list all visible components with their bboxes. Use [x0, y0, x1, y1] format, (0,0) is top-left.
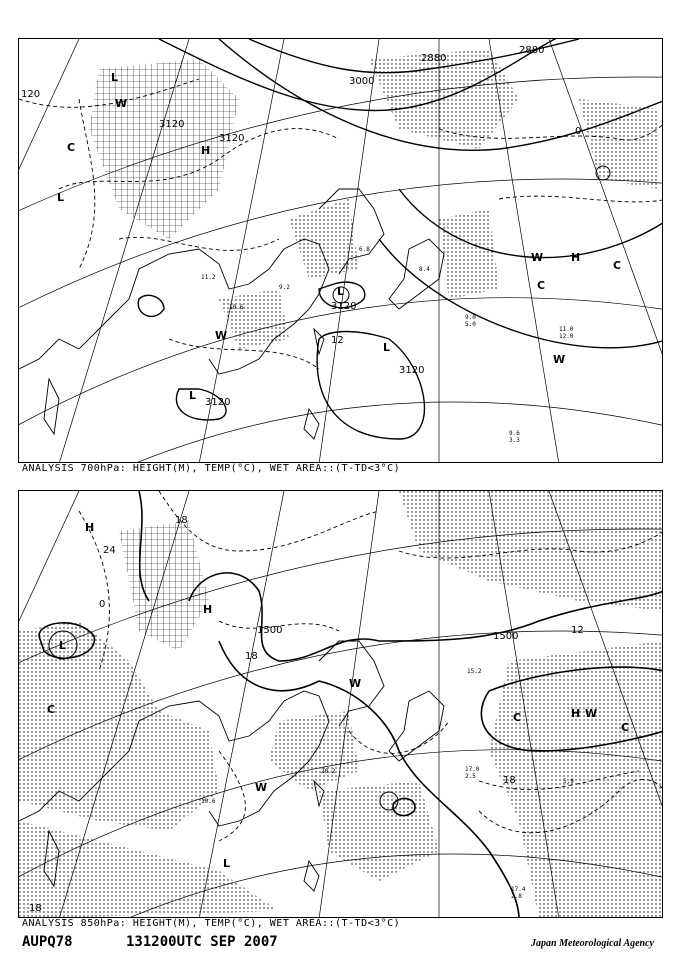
low-center-mark: L — [223, 857, 231, 870]
contour-label: 3000 — [349, 76, 375, 87]
station-value: 10.6 — [229, 304, 244, 311]
contour-label: 3120 — [205, 397, 231, 408]
contour-label: 2880 — [519, 45, 545, 56]
contour-label: 120 — [21, 89, 41, 100]
chart-id: AUPQ78 — [22, 934, 73, 950]
map-700hpa — [19, 39, 663, 463]
contour-label: 3120 — [219, 133, 245, 144]
cold-center-mark: C — [47, 703, 56, 716]
station-value: 11.2 — [201, 274, 216, 281]
station-value: 5.9 — [563, 778, 574, 785]
panel-700hpa — [18, 38, 663, 463]
cold-center-mark: C — [67, 141, 76, 154]
panel-850hpa — [18, 490, 663, 918]
station-value: 8.4 — [419, 266, 430, 273]
contour-label: 24 — [103, 545, 116, 556]
high-center-mark: H — [203, 603, 213, 616]
contour-label: 3120 — [159, 119, 185, 130]
station-value: 5.0 — [465, 321, 476, 328]
high-center-mark: H — [85, 521, 95, 534]
low-center-mark: L — [59, 639, 67, 652]
contour-label: 18 — [29, 903, 42, 914]
cold-center-mark: C — [513, 711, 522, 724]
station-value: 12.0 — [559, 333, 574, 340]
station-value: 9.6 — [509, 430, 520, 437]
warm-center-mark: W — [115, 97, 128, 110]
warm-center-mark: W — [553, 353, 566, 366]
warm-center-mark: W — [585, 707, 598, 720]
warm-center-mark: W — [349, 677, 362, 690]
station-value: 20.2 — [321, 768, 336, 775]
station-value: 2.8 — [511, 893, 522, 900]
wet-area — [89, 49, 659, 349]
cold-center-mark: C — [537, 279, 546, 292]
valid-time: 131200UTC SEP 2007 — [126, 934, 278, 950]
contour-label: 2880 — [421, 53, 447, 64]
high-center-mark: H — [571, 707, 581, 720]
contour-label: 12 — [571, 625, 584, 636]
contour-label: 18 — [503, 775, 516, 786]
station-value: 6.8 — [359, 246, 370, 253]
warm-center-mark: W — [215, 329, 228, 342]
low-center-mark: L — [57, 191, 65, 204]
high-center-mark: H — [571, 251, 581, 264]
station-value: 17.4 — [511, 886, 526, 893]
warm-center-mark: W — [255, 781, 268, 794]
contour-label: 1500 — [493, 631, 519, 642]
low-center-mark: L — [189, 389, 197, 402]
station-value: 9.2 — [279, 284, 290, 291]
caption-700hpa: ANALYSIS 700hPa: HEIGHT(M), TEMP(°C), WET AREA::(T-TD<3°C) — [22, 463, 401, 474]
caption-850hpa: ANALYSIS 850hPa: HEIGHT(M), TEMP(°C), WET AREA::(T-TD<3°C) — [22, 918, 401, 929]
cold-center-mark: C — [621, 721, 630, 734]
station-value: 3.3 — [509, 437, 520, 444]
low-center-mark: L — [337, 285, 345, 298]
contour-label: 3120 — [331, 301, 357, 312]
station-value: 10.6 — [201, 798, 216, 805]
warm-center-mark: W — [531, 251, 544, 264]
high-center-mark: H — [201, 144, 211, 157]
station-value: 2.5 — [465, 773, 476, 780]
contour-label: 12 — [331, 335, 344, 346]
contour-label: 18 — [245, 651, 258, 662]
contour-label: 0 — [575, 126, 582, 137]
low-center-mark: L — [111, 71, 119, 84]
contour-label: 3120 — [399, 365, 425, 376]
contour-label: 1500 — [257, 625, 283, 636]
contour-label: 18 — [175, 515, 188, 526]
low-center-mark: L — [383, 341, 391, 354]
map-850hpa — [19, 491, 663, 918]
station-value: 11.0 — [559, 326, 574, 333]
station-value: 17.0 — [465, 766, 480, 773]
cold-center-mark: C — [613, 259, 622, 272]
agency-name: Japan Meteorological Agency — [531, 938, 654, 949]
station-value: 15.2 — [467, 668, 482, 675]
contour-label: 0 — [99, 599, 106, 610]
station-value: 9.0 — [465, 314, 476, 321]
